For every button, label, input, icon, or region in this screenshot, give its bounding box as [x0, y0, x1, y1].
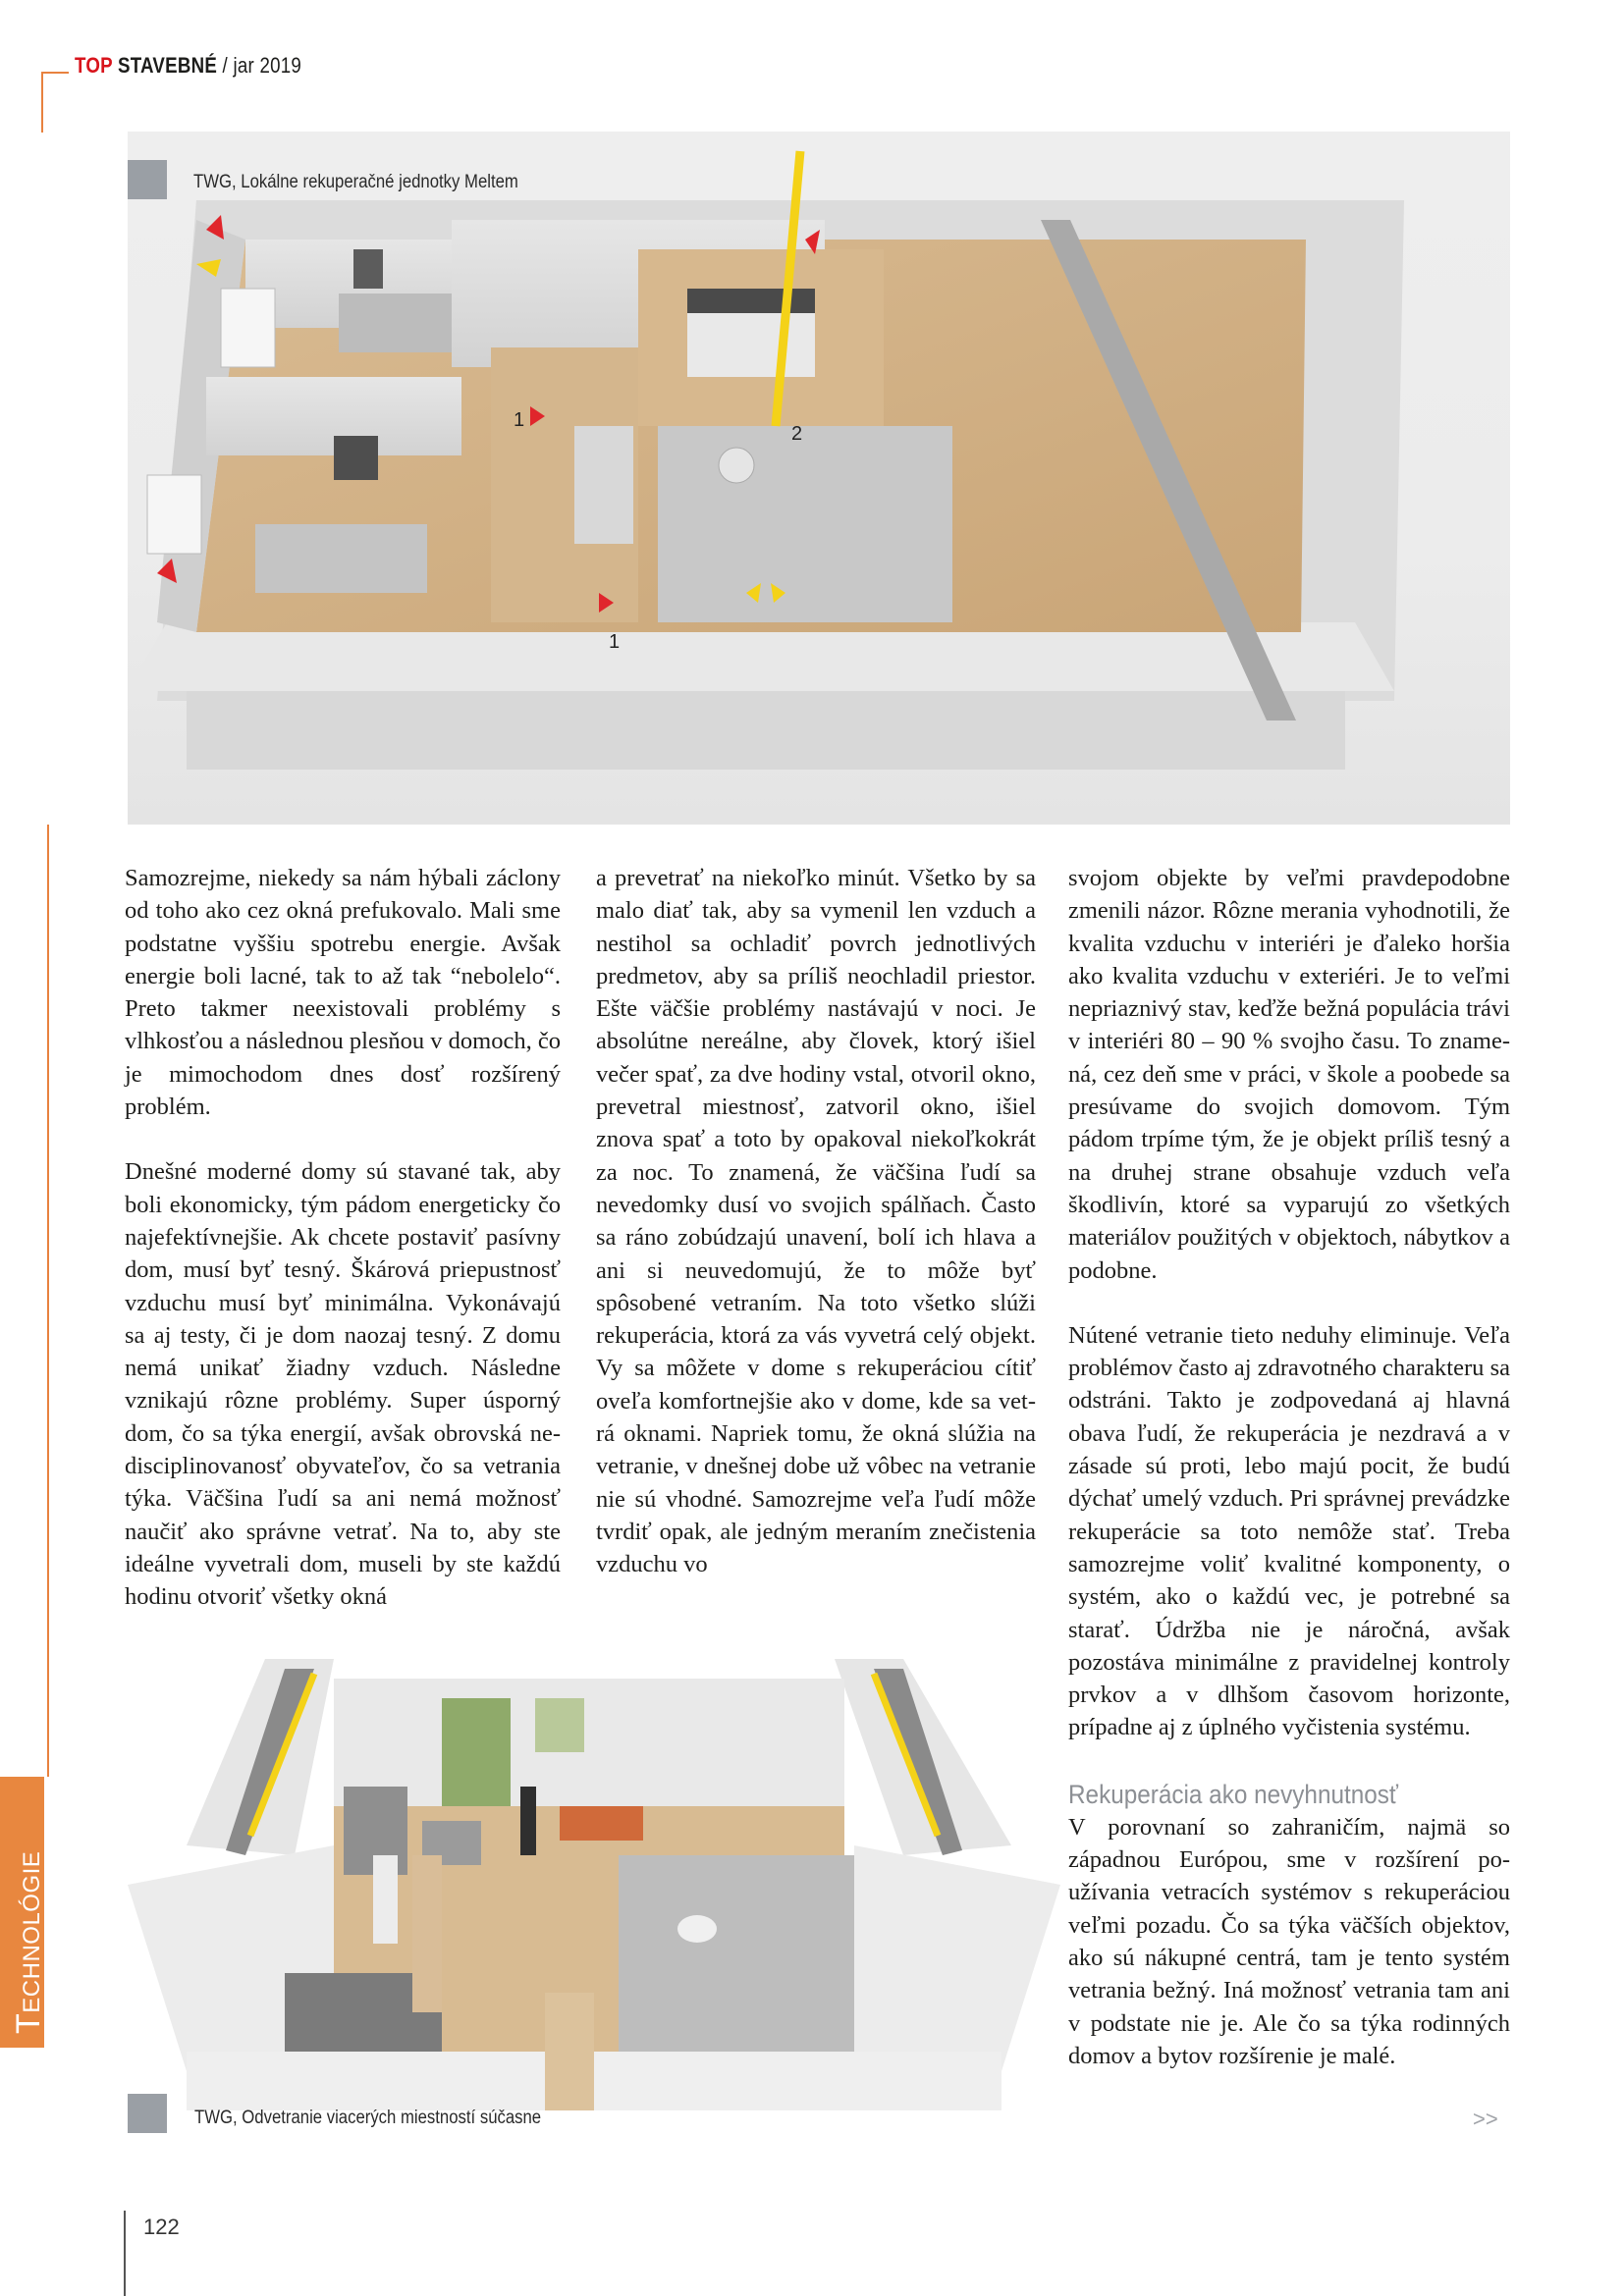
- figure-bottom-floorplan: [128, 1659, 1060, 2110]
- bathroom: [619, 1855, 854, 2052]
- brand-name: STAVEBNÉ: [118, 53, 218, 78]
- window: [535, 1698, 584, 1752]
- text-column-1: [125, 862, 561, 1614]
- paragraph: a prevetrať na niekoľko minút. Všetko by sa malo diať tak, aby sa vymenil len vzduch a nestihol sa ochladiť povrch jednotlivých predmetov, aby sa príliš neochladil priestor. Ešte väčšie problémy nastávajú v noci. Je absolútne nereálne, aby človek, ktorý išiel večer spať, za dve hodiny vstal, otvoril okno, prevetral miestnosť, zatvoril okno, išiel znova spať a toto by opakoval niekoľkokrát za noc. To znamená, že väčšina ľudí sa nevedomky dusí vo svojich spálňach. Často sa ráno zobúdzajú unavení, bolí ich hlava a ani si neuvedomujú, že to môže byť spôsobené vetraním. Na toto všetko slúži rekuperácia, ktorá za vás vyvetrá celý objekt. Vy sa môžete v dome s rekuperáciou cítiť oveľa komfortnejšie ako v dome, kde sa vetrá oknami. Napriek tomu, že okná slúžia na vetranie, v dnešnej dobe už vôbec na vetranie nie sú vhodné. Samozrejme veľa ľudí môže tvrdiť opak, ale jedným meraním znečistenia vzduchu vo: [596, 865, 1036, 1578]
- window-2: [147, 475, 201, 554]
- figure-top-floorplan: [128, 132, 1510, 825]
- stool: [334, 436, 378, 480]
- continued-marker: >>: [1473, 2107, 1498, 2131]
- stair-core: [574, 426, 633, 544]
- section-rest: ECHNOLÓGIE: [19, 1850, 45, 2013]
- section-initial: T: [10, 2012, 47, 2034]
- paragraph: V porovnaní so zahraničím, najmä so západnou Európou, sme v rozšírení používania vetracích systémov s rekuperáciou veľmi pozadu. Čo sa týka väčších objektov, ako sú nákupné centrá, tam je tento systém vetrania bežný. Iná možnosť vetrania tam ani v podstate nie je. Ale čo sa týka rodinných domov a bytov rozšírenie je malé.: [1068, 1813, 1510, 2069]
- plan-label-1a: 1: [514, 409, 525, 431]
- paragraph: svojom objekte by veľmi pravdepodobne zmenili názor. Rôzne merania vyhodnotili, že kvalita vzduchu v interiéri je ďaleko horšia ako kvalita vzduchu v exteriéri. Je to veľmi nepriaznivý stav, keďže bežná populácia trávi v interiéri 80 – 90 % svojho času. To znamená, cez deň sme v práci, v škole a poobede sa presúvame do svojich domovom. Tým pádom trpíme tým, že je objekt príliš tesný a na druhej strane obsahuje vzduch veľa škodlivín, ktoré sa vyparujú zo všetkých materiálov použitých v objektoch, nábytkov a podobne.: [1068, 865, 1510, 1284]
- pillow-1: [353, 249, 383, 289]
- plan-label-1b: 1: [609, 631, 621, 653]
- bathroom: [658, 426, 952, 622]
- tv: [520, 1787, 536, 1855]
- running-header: [75, 53, 301, 79]
- paragraph: Dnešné moderné domy sú stavané tak, aby boli ekonomicky, tým pádom energeticky čo najefektívnejšie. Ak chcete postaviť pasívny dom, musí byť tesný. Škárová priepustnosť vzduchu musí byť minimálna. Vykonávajú sa aj testy, či je dom naozaj tesný. Z domu nemá unikať žiadny vzduch. Následne vznikajú rôzne problémy. Super úsporný dom, čo sa týka energií, avšak obrovská nedisciplinovanosť obyvateľov, čo sa vetrania týka. Väčšina ľudí sa ani nemá možnosť naučiť ako správne vetrať. Na to, aby ste ideálne vyvetrali dom, museli by ste každú hodinu otvoriť všetky okná: [125, 1158, 561, 1611]
- right-side-wall: [849, 1845, 1060, 2071]
- paragraph: Nútené vetranie tieto neduhy eliminuje. Veľa problémov často aj zdravotného charakteru sa odstráni. Takto je zodpovedaná aj hlavná obava ľudí, že rekuperácia je nezdravá a v zásade sú proti, lebo majú pocit, že budú dýchať umelý vzduch. Pri správnej prevádzke rekuperácie sa toto nemôže stať. Treba samozrejme voliť kvalitné komponenty, o systém, ako o každú vec, je potrebné sa starať. Údržba nie je náročná, avšak pozostáva minimálne z pravidelnej kontroly prvkov a v dlhšom časovom horizonte, prípadne aj z úplného vyčistenia systému.: [1068, 1321, 1510, 1741]
- section-subheading: Rekuperácia ako nevyhnutnosť: [1068, 1779, 1399, 1809]
- floorplan-render-top: [128, 132, 1510, 825]
- figure-bottom-caption: TWG, Odvetranie viacerých miestností súčasne: [194, 2108, 542, 2128]
- header-rule: [41, 72, 69, 74]
- balcony-window: [442, 1698, 511, 1806]
- caption-marker: [128, 160, 167, 199]
- caption-marker: [128, 2094, 167, 2133]
- footer-rule: [124, 2211, 126, 2296]
- orange-bed: [560, 1806, 643, 1841]
- front-wall: [128, 622, 1394, 691]
- page-number: 122: [143, 2215, 180, 2239]
- brand-top: TOP: [75, 53, 113, 78]
- partition-a: [373, 1855, 398, 1944]
- tab-rule: [47, 1747, 49, 1777]
- section-label: [10, 1851, 48, 2034]
- paragraph: Samozrejme, niekedy sa nám hýbali záclony od toho ako cez okná prefukovalo. Mali sme podstatne vyššiu spotrebu energie. Avšak energie boli lacné, tak to až tak “nebolelo“. Preto takmer neexistovali problémy s vlhkosťou a následnou plesňou v domoch, čo je mimochodom dnes dosť rozšírený problém.: [125, 865, 561, 1121]
- front-wall-face: [187, 691, 1345, 770]
- figure-top-caption: TWG, Lokálne rekuperačné jednotky Meltem: [193, 172, 518, 192]
- floorplan-render-bottom: [128, 1659, 1060, 2110]
- text-column-2: [596, 862, 1036, 1581]
- text-column-3: [1068, 862, 1510, 2072]
- margin-rule: [47, 825, 49, 1777]
- bed-headboard: [687, 289, 815, 313]
- window-1: [221, 289, 275, 367]
- plan-label-2: 2: [791, 423, 803, 445]
- sink: [677, 1915, 717, 1943]
- bed-2: [255, 524, 427, 593]
- issue-label: jar 2019: [233, 53, 302, 78]
- header-separator: /: [217, 53, 234, 78]
- wood-partition: [412, 1855, 442, 2012]
- corridor: [545, 1993, 594, 2110]
- sink: [719, 448, 754, 483]
- margin-rule-top: [41, 72, 43, 133]
